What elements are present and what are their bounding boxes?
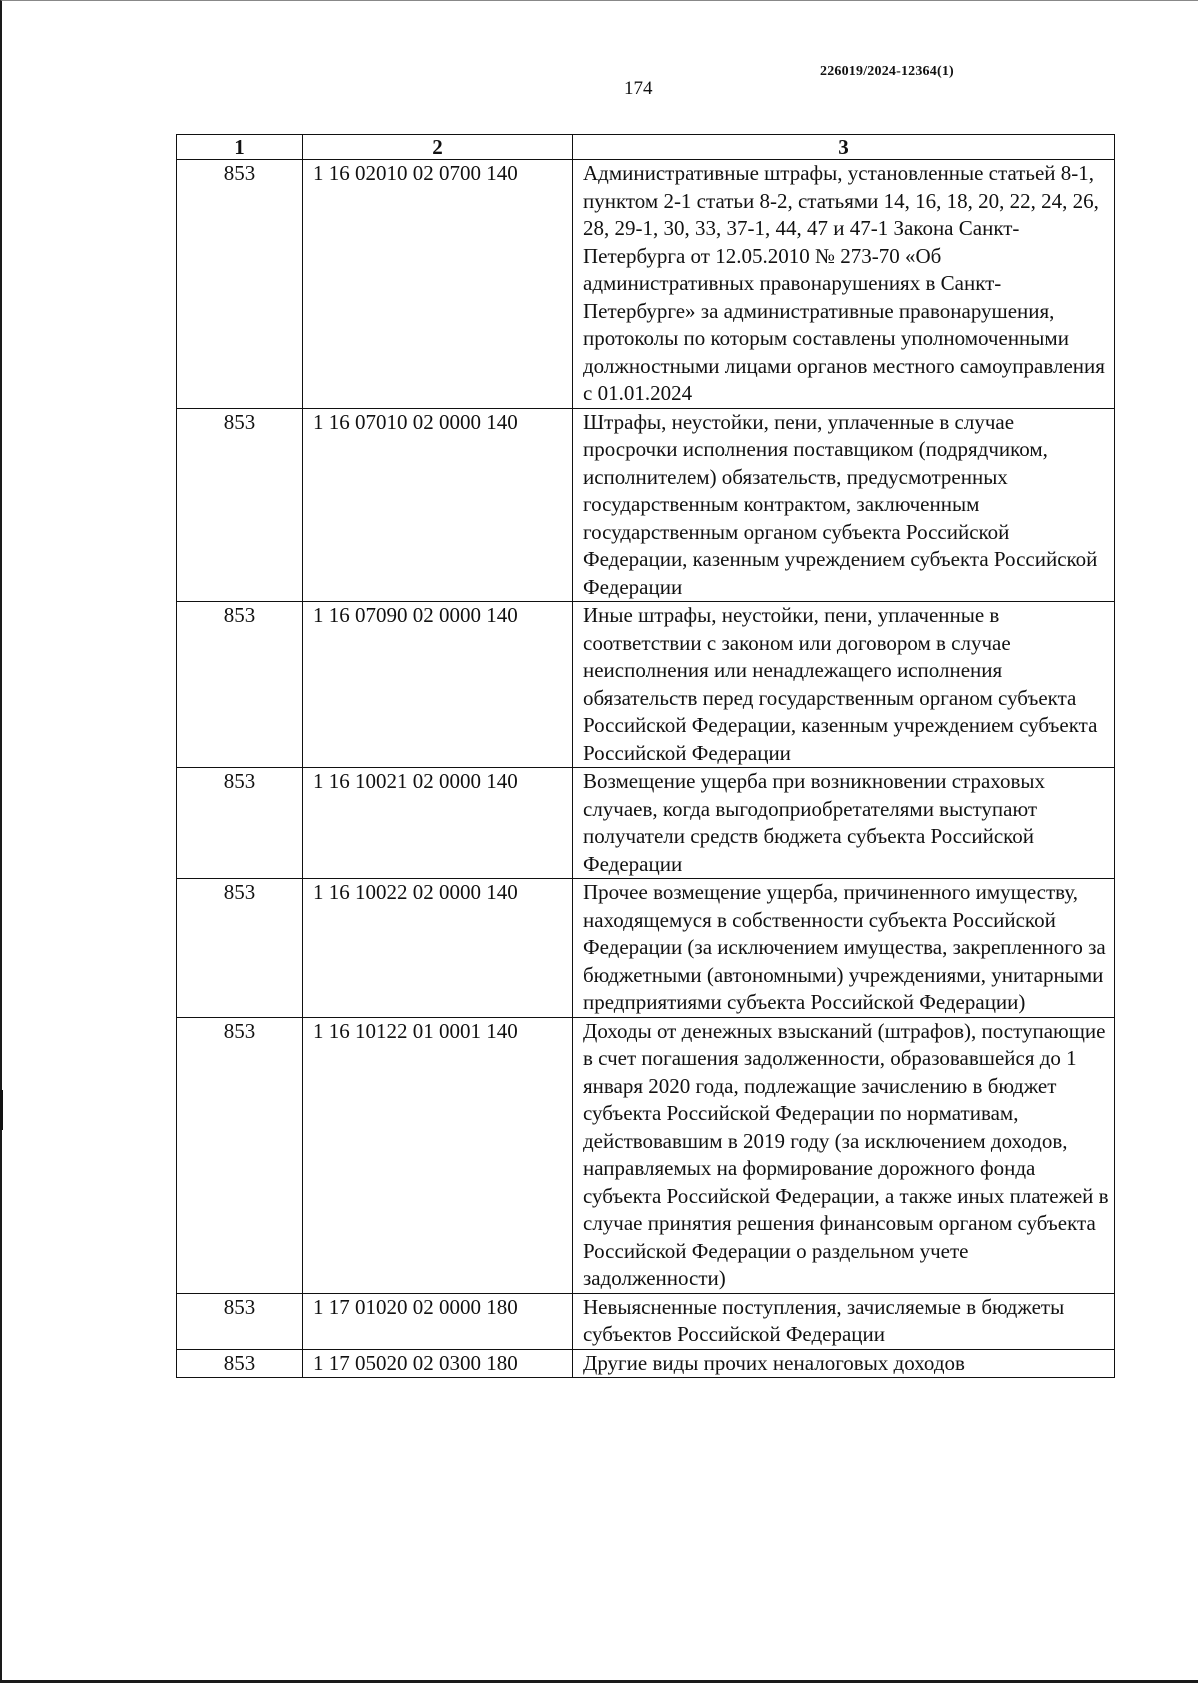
- table-row: [177, 1349, 1115, 1378]
- description-cell: Возмещение ущерба при возникновении страховых случаев, когда выгодоприобретателями выступают получатели средств бюджета субъекта Российской Федерации: [573, 768, 1115, 879]
- admin-code-cell: 853: [177, 768, 303, 879]
- kbk-code-cell: 1 16 10122 01 0001 140: [303, 1017, 573, 1293]
- table-row: [177, 1293, 1115, 1349]
- admin-code-cell: 853: [177, 1293, 303, 1349]
- table-row: [177, 408, 1115, 602]
- kbk-code-cell: 1 16 10021 02 0000 140: [303, 768, 573, 879]
- column-header-3: 3: [573, 135, 1115, 160]
- description-cell: Доходы от денежных взысканий (штрафов), поступающие в счет погашения задолженности, образовавшейся до 1 января 2020 года, подлежащие зачислению в бюджет субъекта Российской Федерации по нормативам, действовавшим в 2019 году (за исключением доходов, направляемых на формирование дорожного фонда субъекта Российской Федерации, а также иных платежей в случае принятия решения финансовым органом субъекта Российской Федерации о раздельном учете задолженности): [573, 1017, 1115, 1293]
- document-code: 226019/2024-12364(1): [820, 64, 954, 79]
- description-cell: Штрафы, неустойки, пени, уплаченные в случае просрочки исполнения поставщиком (подрядчиком, исполнителем) обязательств, предусмотренных государственным контрактом, заключенным государственным органом субъекта Российской Федерации, казенным учреждением субъекта Российской Федерации: [573, 408, 1115, 602]
- description-cell: Невыясненные поступления, зачисляемые в бюджеты субъектов Российской Федерации: [573, 1293, 1115, 1349]
- description-cell: Иные штрафы, неустойки, пени, уплаченные в соответствии с законом или договором в случае неисполнения или ненадлежащего исполнения обязательств перед государственным органом субъекта Российской Федерации, казенным учреждением субъекта Российской Федерации: [573, 602, 1115, 768]
- admin-code-cell: 853: [177, 408, 303, 602]
- page-number: 174: [624, 78, 653, 99]
- admin-code-cell: 853: [177, 879, 303, 1018]
- kbk-code-cell: 1 16 07010 02 0000 140: [303, 408, 573, 602]
- table-row: [177, 1017, 1115, 1293]
- column-header-1: 1: [177, 135, 303, 160]
- kbk-code-cell: 1 16 02010 02 0700 140: [303, 160, 573, 409]
- table-row: [177, 768, 1115, 879]
- admin-code-cell: 853: [177, 160, 303, 409]
- admin-code-cell: 853: [177, 1017, 303, 1293]
- table-row: [177, 879, 1115, 1018]
- kbk-code-cell: 1 17 01020 02 0000 180: [303, 1293, 573, 1349]
- kbk-code-cell: 1 16 10022 02 0000 140: [303, 879, 573, 1018]
- table-row: [177, 602, 1115, 768]
- admin-code-cell: 853: [177, 1349, 303, 1378]
- description-cell: Административные штрафы, установленные статьей 8-1, пунктом 2-1 статьи 8-2, статьями 14, 16, 18, 20, 22, 24, 26, 28, 29-1, 30, 33, 37-1, 44, 47 и 47-1 Закона Санкт-Петербурга от 12.05.2010 № 273-70 «Об административных правонарушениях в Санкт-Петербурге» за административные правонарушения, протоколы по которым составлены уполномоченными должностными лицами органов местного самоуправления с 01.01.2024: [573, 160, 1115, 409]
- table-row: [177, 160, 1115, 409]
- margin-mark: [0, 1090, 3, 1130]
- revenue-classification-table: [176, 134, 1115, 1378]
- description-cell: Прочее возмещение ущерба, причиненного имуществу, находящемуся в собственности субъекта Российской Федерации (за исключением имущества, закрепленного за бюджетными (автономными) учреждениями, унитарными предприятиями субъекта Российской Федерации): [573, 879, 1115, 1018]
- kbk-code-cell: 1 16 07090 02 0000 140: [303, 602, 573, 768]
- kbk-code-cell: 1 17 05020 02 0300 180: [303, 1349, 573, 1378]
- admin-code-cell: 853: [177, 602, 303, 768]
- column-header-2: 2: [303, 135, 573, 160]
- description-cell: Другие виды прочих неналоговых доходов: [573, 1349, 1115, 1378]
- table-header-row: [177, 135, 1115, 160]
